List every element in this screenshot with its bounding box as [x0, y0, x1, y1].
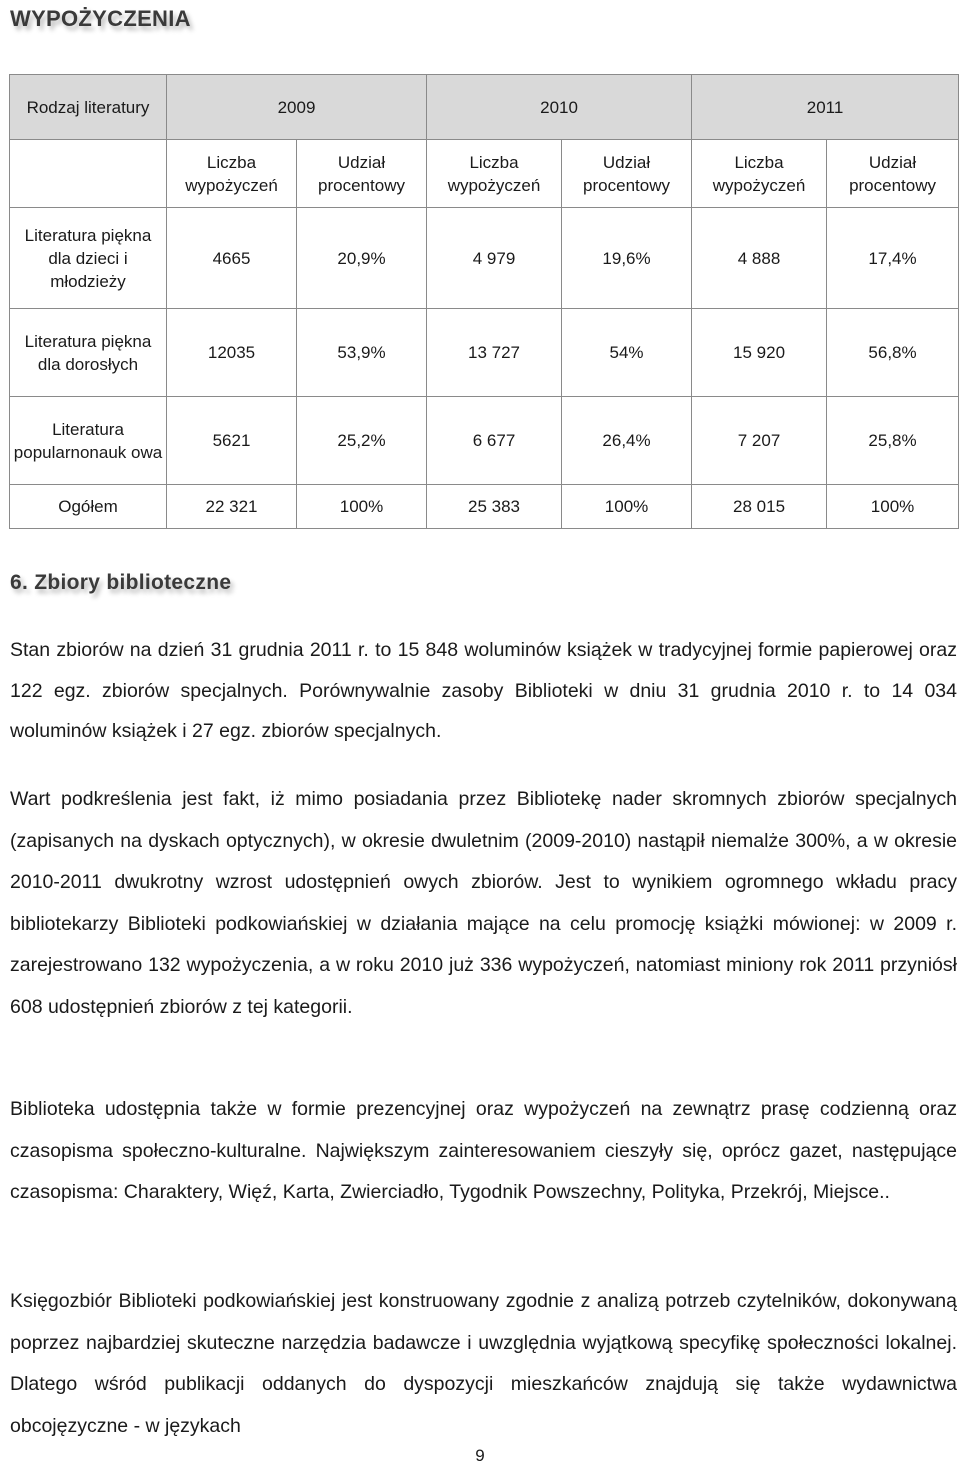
year-header: 2010	[427, 75, 692, 140]
section-title: WYPOŻYCZENIA	[10, 6, 191, 31]
paragraph: Księgozbiór Biblioteki podkowiańskiej jest konstruowany zgodnie z analizą potrzeb czytelników, dokonywaną poprzez najbardziej skuteczne narzędzia badawcze i uwzględnia wyjątkową specyfikę społeczności lokalnej. Dlatego wśród publikacji oddanych do dyspozycji mieszkańców znajdują się także wydawnictwa obcojęzyczne - w językach	[10, 1290, 957, 1437]
table-cell: 19,6%	[562, 208, 692, 309]
table-cell: 17,4%	[827, 208, 959, 309]
table-cell: 100%	[827, 485, 959, 529]
table-cell: 26,4%	[562, 397, 692, 485]
table-header-row	[10, 75, 959, 140]
table-cell: 12035	[167, 309, 297, 397]
table-corner-header: Rodzaj literatury	[10, 75, 167, 140]
row-label: Literatura popularnonauk owa	[10, 397, 167, 485]
table-cell: 100%	[297, 485, 427, 529]
row-label: Ogółem	[10, 485, 167, 529]
table-cell: 54%	[562, 309, 692, 397]
table-cell: 22 321	[167, 485, 297, 529]
table-cell: 4 888	[692, 208, 827, 309]
row-label: Literatura piękna dla dorosłych	[10, 309, 167, 397]
year-header: 2011	[692, 75, 959, 140]
column-header: Liczba wypożyczeń	[692, 140, 827, 208]
table-cell: 25,2%	[297, 397, 427, 485]
table-cell: 53,9%	[297, 309, 427, 397]
paragraph: Biblioteka udostępnia także w formie prezencyjnej oraz wypożyczeń na zewnątrz prasę codzienną oraz czasopisma społeczno-kulturalne. Największym zainteresowaniem cieszyły się, oprócz gazet, następujące czasopisma: Charaktery, Więź, Karta, Zwierciadło, Tygodnik Powszechny, Polityka, Przekrój, Miejsce..	[10, 1098, 957, 1203]
page-number: 9	[475, 1446, 485, 1465]
table-row	[10, 397, 959, 485]
table-cell: 7 207	[692, 397, 827, 485]
table-cell: 56,8%	[827, 309, 959, 397]
table-cell: 25,8%	[827, 397, 959, 485]
paragraph: Wart podkreślenia jest fakt, iż mimo posiadania przez Bibliotekę nader skromnych zbiorów specjalnych (zapisanych na dyskach optycznych), w okresie dwuletnim (2009-2010) nastąpił niemalże 300%, a w okresie 2010-2011 dwukrotny wzrost udostępnień owych zbiorów. Jest to wynikiem ogromnego wkładu pracy bibliotekarzy Biblioteki podkowiańskiej w działania mające na celu promocję książki mówionej: w 2009 r. zarejestrowano 132 wypożyczenia, a w roku 2010 już 336 wypożyczeń, natomiast miniony rok 2011 przyniósł 608 udostępnień zbiorów z tej kategorii.	[10, 788, 957, 1018]
collections-title: 6. Zbiory biblioteczne	[10, 571, 232, 594]
table-cell: 4 979	[427, 208, 562, 309]
row-label: Literatura piękna dla dzieci i młodzieży	[10, 208, 167, 309]
table-cell: 4665	[167, 208, 297, 309]
year-header: 2009	[167, 75, 427, 140]
table-cell: 6 677	[427, 397, 562, 485]
column-header: Udział procentowy	[562, 140, 692, 208]
table-cell: 25 383	[427, 485, 562, 529]
table-cell: 100%	[562, 485, 692, 529]
loans-table	[9, 74, 959, 529]
column-header: Udział procentowy	[827, 140, 959, 208]
column-header: Liczba wypożyczeń	[167, 140, 297, 208]
table-subheader-row	[10, 140, 959, 208]
table-cell: 13 727	[427, 309, 562, 397]
column-header: Udział procentowy	[297, 140, 427, 208]
table-cell: 5621	[167, 397, 297, 485]
table-cell: 28 015	[692, 485, 827, 529]
table-row-total	[10, 485, 959, 529]
column-header: Liczba wypożyczeń	[427, 140, 562, 208]
table-cell: 20,9%	[297, 208, 427, 309]
paragraph: Stan zbiorów na dzień 31 grudnia 2011 r. to 15 848 woluminów książek w tradycyjnej formie papierowej oraz 122 egz. zbiorów specjalnych. Porównywalnie zasoby Biblioteki w dniu 31 grudnia 2010 r. to 14 034 woluminów książek i 27 egz. zbiorów specjalnych.	[10, 639, 957, 742]
table-row	[10, 309, 959, 397]
table-row	[10, 208, 959, 309]
table-cell	[10, 140, 167, 208]
table-cell: 15 920	[692, 309, 827, 397]
